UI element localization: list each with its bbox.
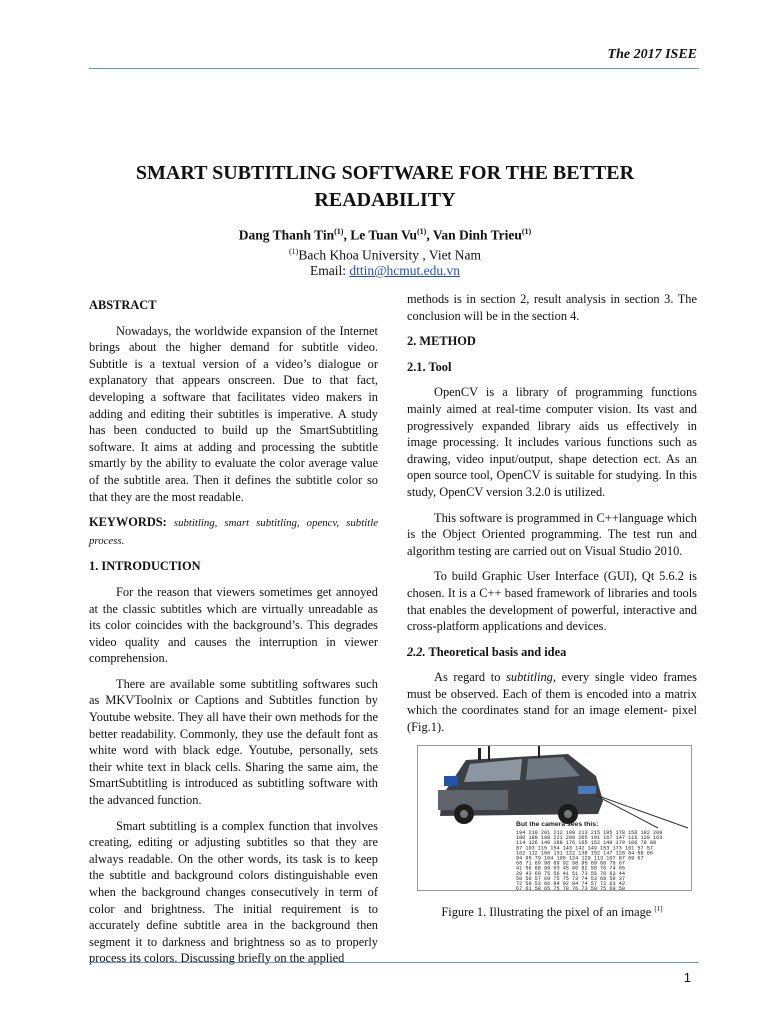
title-line-1: SMART SUBTITLING SOFTWARE FOR THE BETTER	[135, 162, 635, 184]
intro-paragraph-1: For the reason that viewers sometimes get annoyed at the classic subtitles which are virtually unreadable as its color coincides with the background’s. This degrades video quality and causes the interruption in viewer comprehension.	[89, 584, 378, 666]
affiliation-text: Bach Khoa University , Viet Nam	[298, 247, 481, 262]
intro-continuation: methods is in section 2, result analysis in section 3. The conclusion will be in the section 4.	[407, 292, 697, 323]
intro-paragraph-3: Smart subtitling is a complex function that involves creating, editing or adjusting subtitles so that they are always readable. On the other words, its task is to keep the subtitle and background colors distinguishable even when the background changes consecutively in term of color and brightness. The initial requirement is to accurately define subtitle area in the background then segment it to darkness and brightness so as to properly process its colors. Discussing briefly on the applied	[89, 818, 378, 966]
left-column	[89, 297, 378, 967]
author-3: Van Dinh Trieu	[432, 227, 522, 243]
figure-matrix-label: But the camera sees this:	[516, 820, 599, 828]
intro-heading: 1. INTRODUCTION	[89, 559, 201, 574]
author-1-sup: (1)	[334, 227, 344, 236]
method-heading: 2. METHOD	[407, 334, 476, 349]
author-2: Le Tuan Vu	[350, 227, 417, 243]
abstract-heading: ABSTRACT	[89, 298, 157, 312]
keywords	[89, 514, 378, 549]
title-line-2: READABILITY	[314, 189, 456, 211]
figure-1	[417, 745, 692, 891]
figure-matrix-row: 68 71 69 98 89 92 98 95 89 88 76 67	[516, 860, 625, 867]
figure-matrix-row: 94 95 79 104 105 124 129 113 107 87 69 67	[516, 855, 644, 862]
figure-matrix-row: 41 56 68 99 63 45 60 82 58 76 74 65	[516, 865, 625, 872]
intro-paragraph-2: There are available some subtitling softwares such as MKVToolnix or Captions and Subtitles function by Youtube website. They all have their own methods for the better readability. Commonly, they use the default font as white word with black edge. Youtube, personally, sets their white text in black cells. Sharing the same aim, the SmartSubtitling is introduced as subtitling software with the advanced function.	[89, 676, 378, 808]
figure-ref: [1]	[654, 904, 663, 913]
author-1: Dang Thanh Tin	[238, 227, 335, 243]
email-label: Email:	[309, 263, 350, 278]
figure-1-image	[418, 746, 692, 891]
tool-heading: 2.1. Tool	[407, 359, 452, 374]
theory-text-a: As regard to	[434, 670, 507, 685]
right-column	[407, 291, 697, 920]
figure-matrix-row: 50 50 57 69 75 75 73 74 53 68 59 37	[516, 875, 625, 882]
abstract-text: Nowadays, the worldwide expansion of the Internet brings about the higher demand for subtitle video. Subtitle is a textual version of a video’s dialogue or explanatory that appears onscreen. Due to that fact, developing a software that facilitates video makers in adding and editing their subtitles is imperative. A study has been conducted to build up the SmartSubtitling software. It aims at adding and processing the subtitle smartly by the ability to evaluate the color average value of the subtitle area. Then it defines the subtitle color so that they are the most readable.	[89, 323, 378, 504]
figure-matrix-row: 180 189 190 221 209 205 191 167 147 115 129 163	[516, 834, 663, 841]
author-block	[60, 224, 710, 279]
figure-matrix-row: 72 59 53 66 84 92 84 74 57 72 63 42	[516, 880, 625, 887]
theory-text-b: , every single video frames must be observed. Each of them is encoded into a matrix which the coordinates stand for an image element- pixel (Fig.1).	[407, 670, 698, 735]
figure-matrix-row: 87 103 115 154 143 142 149 153 173 101 57 57	[516, 844, 653, 851]
page-number: 1	[683, 970, 691, 985]
author-names: Dang Thanh Tin$^{(1)}$, Le Tuan Vu$^{(1)}$, Van Dinh Trieu$^{(1)}$	[238, 227, 532, 243]
theory-heading-text: Theoretical basis and idea	[425, 644, 567, 659]
theory-heading-number: 2.2.	[407, 644, 426, 659]
theory-heading	[407, 644, 697, 661]
theory-paragraph	[407, 669, 697, 735]
keywords-label: KEYWORDS:	[89, 515, 167, 530]
figure-caption-text: Figure 1. Illustrating the pixel of an image	[441, 904, 655, 919]
keywords-text: subtitling, smart subtitling, opencv, subtitle process.	[89, 517, 378, 547]
tool-paragraph-3: To build Graphic User Interface (GUI), Qt 5.6.2 is chosen. It is a C++ based framework of libraries and tools that enables the development of powerful, interactive and cross-platform applications and devices.	[407, 569, 697, 634]
running-header: The 2017 ISEE	[607, 47, 697, 62]
tool-paragraph-1: OpenCV is a library of programming functions mainly aimed at real-time computer vision. Its vast and progressively expanded library aids us effectively in image processing. It includes various functions such as drawing, video input/output, shape detection ect. As an open source tool, OpenCV is suitable for studying. In this study, OpenCV version 3.2.0 is utilized.	[407, 385, 697, 499]
affiliation	[60, 244, 710, 264]
footer-rule	[89, 962, 699, 963]
figure-matrix-row: 67 61 58 65 75 78 76 73 59 75 69 50	[516, 885, 625, 891]
figure-caption	[407, 901, 697, 921]
author-3-sup: (1)	[521, 227, 532, 236]
figure-matrix-row: 102 112 106 131 122 138 152 147 128 84 58 66	[516, 850, 653, 857]
figure-matrix-row: 20 43 69 75 56 41 51 73 55 70 63 44	[516, 870, 625, 877]
theory-text-em: subtitling	[506, 670, 553, 685]
paper-title	[60, 160, 710, 214]
affiliation-sup: (1)	[289, 246, 299, 256]
figure-matrix-row: 114 126 140 188 176 165 152 140 170 106 78 88	[516, 839, 657, 846]
tool-paragraph-2: This software is programmed in C++language which is the Object Oriented programming. The test run and algorithm testing are carried out on Visual Studio 2010.	[407, 510, 697, 558]
author-2-sup: (1)	[417, 227, 427, 236]
email-link[interactable]: dttin@hcmut.edu.vn	[349, 263, 461, 278]
email-line	[60, 263, 710, 279]
header-rule	[89, 68, 699, 69]
figure-matrix-row: 194 210 201 212 199 213 215 195 178 158 182 209	[516, 829, 663, 836]
